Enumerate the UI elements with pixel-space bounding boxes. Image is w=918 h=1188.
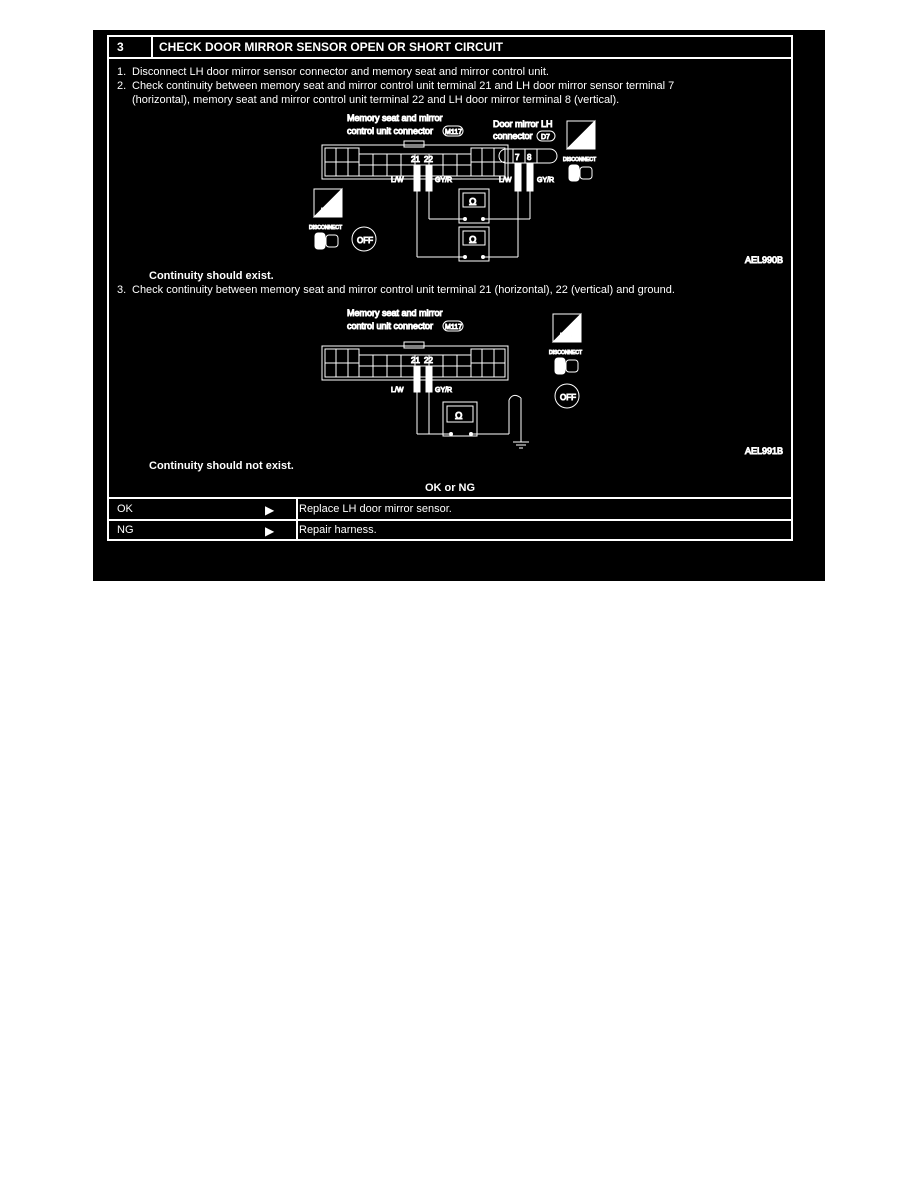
ohm-symbol: Ω: [469, 235, 477, 246]
svg-text:OFF: OFF: [357, 236, 373, 245]
disconnect-icon: [569, 165, 592, 181]
disconnect-label: DISCONNECT: [563, 157, 597, 163]
ignition-off-icon: [352, 227, 376, 251]
decision-heading: OK or NG: [424, 482, 476, 494]
instruction-text: Disconnect LH door mirror sensor connector and memory seat and mirror control unit.: [132, 66, 549, 78]
result-note: Continuity should not exist.: [149, 460, 294, 472]
instruction-text: (horizontal), memory seat and mirror control unit terminal 22 and LH door mirror terminal 8 (vertical).: [132, 94, 620, 106]
connector-code: M117: [445, 324, 462, 331]
disconnect-label: DISCONNECT: [549, 350, 583, 356]
mirror-connector-label: connector: [493, 131, 533, 141]
ohm-symbol: Ω: [455, 411, 463, 422]
wire-label-lw: L/W: [499, 177, 512, 184]
ng-action: Repair harness.: [299, 524, 377, 536]
hs-badge: [553, 314, 581, 342]
diagnostic-step-box: [107, 35, 793, 541]
instruction-number: 2.: [117, 80, 127, 92]
pin-21-label: 21: [411, 155, 420, 164]
wire-label-lw: L/W: [391, 177, 404, 184]
ng-arrow-icon: ▶: [265, 524, 275, 538]
svg-text:H.S.: H.S.: [321, 208, 335, 215]
divider: [109, 497, 791, 499]
step-number: 3: [117, 40, 124, 54]
pin-21-label: 21: [411, 356, 420, 365]
pin-22-label: 22: [424, 155, 433, 164]
step-title: CHECK DOOR MIRROR SENSOR OPEN OR SHORT CIRCUIT: [159, 40, 504, 54]
step-header: [109, 37, 791, 59]
ok-label: OK: [117, 503, 133, 515]
connector-label: control unit connector: [347, 321, 434, 331]
svg-text:OFF: OFF: [560, 393, 576, 402]
ignition-off-icon: [555, 384, 579, 408]
ohm-symbol: Ω: [469, 197, 477, 208]
connector-label: Memory seat and mirror: [347, 308, 443, 318]
ts-badge: [567, 121, 595, 149]
instruction-number: 1.: [117, 66, 127, 78]
disconnect-icon: [315, 233, 338, 249]
disconnect-label: DISCONNECT: [309, 225, 343, 231]
instruction-number: 3.: [117, 284, 127, 296]
result-note: Continuity should exist.: [149, 270, 274, 282]
divider: [109, 519, 791, 521]
mirror-code: D7: [541, 134, 550, 141]
connector-label: Memory seat and mirror: [347, 113, 443, 123]
header-divider: [151, 37, 153, 57]
svg-text:T.S.: T.S.: [577, 140, 590, 147]
wire-label-gyr: GY/R: [435, 387, 453, 394]
wire-label-gyr: GY/R: [435, 177, 453, 184]
mirror-connector-label: Door mirror LH: [493, 119, 553, 129]
figure-1-diagram: [109, 107, 791, 273]
wire-label-gyr: GY/R: [537, 177, 555, 184]
svg-text:H.S.: H.S.: [560, 333, 574, 340]
ok-arrow-icon: ▶: [265, 503, 275, 517]
hs-badge: [314, 189, 342, 217]
instruction-text: Check continuity between memory seat and mirror control unit terminal 21 and LH door mirror sensor terminal 7: [132, 80, 675, 92]
connector-label: control unit connector: [347, 126, 434, 136]
figure-id: AEL991B: [745, 446, 784, 456]
pin-22-label: 22: [424, 356, 433, 365]
disconnect-icon: [555, 358, 578, 374]
figure-id: AEL990B: [745, 255, 784, 265]
mirror-pin-7-label: 7: [515, 153, 520, 162]
connector-code: M117: [445, 129, 462, 136]
instruction-text: Check continuity between memory seat and mirror control unit terminal 21 (horizontal), 22 (vertical) and ground.: [132, 284, 675, 296]
figure-2-diagram: [109, 302, 791, 460]
ok-action: Replace LH door mirror sensor.: [299, 503, 452, 515]
mirror-pin-8-label: 8: [527, 153, 532, 162]
wire-label-lw: L/W: [391, 387, 404, 394]
ng-label: NG: [117, 524, 134, 536]
